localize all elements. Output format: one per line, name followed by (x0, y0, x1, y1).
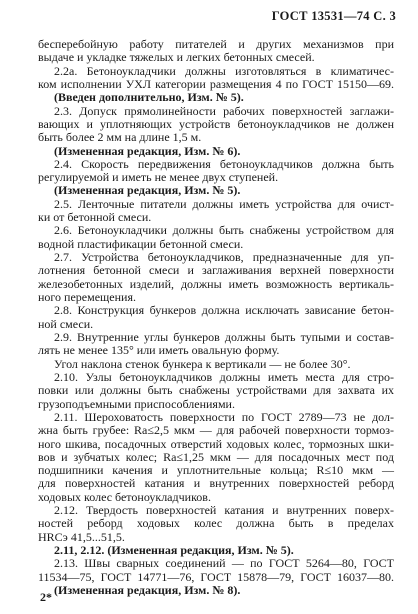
text-line: вов и зубчатых колес; Ra≤1,25 мкм — для посадочных мест под (38, 449, 394, 464)
text-line: ной смеси. (38, 316, 94, 331)
amendment-note: (Измененная редакция, Изм. № 6). (54, 143, 241, 158)
text-line: 2.6. Бетоноукладчики должны быть снабжены устройством для (54, 223, 394, 238)
text-line: 2.3. Допуск прямолинейности рабочих поверхностей заглажи- (54, 103, 394, 118)
text-line: ного перемещения. (38, 290, 136, 305)
text-line: подшипники качения и уплотнительные кольца; R≤10 мкм — (38, 463, 394, 478)
amendment-note: (Измененная редакция, Изм. № 8). (54, 583, 241, 597)
amendment-note: (Измененная редакция, Изм. № 5). (54, 183, 241, 198)
text-line: регулируемой и иметь не менее двух ступеней. (38, 170, 279, 185)
text-line: железобетонных изделий, должны иметь возможность вертикаль- (38, 276, 394, 291)
text-line: 2.4. Скорость передвижения бетоноукладчиков должна быть (54, 156, 394, 171)
text-line: лять не менее 135° или иметь овальную форму. (38, 343, 280, 358)
text-line: ходовых колес бетоноукладчиков. (38, 489, 211, 504)
text-line: 11534—75, ГОСТ 14771—76, ГОСТ 15878—79, ГОСТ 16037—80. (38, 569, 394, 584)
text-line: HRCэ 41,5...51,5. (38, 529, 125, 544)
text-line: для поверхностей катания и внутренних поверхностей реборд (38, 476, 394, 491)
text-line: грузоподъемными приспособлениями. (38, 396, 235, 411)
text-line: ностей реборд ходовых колес должна быть в пределах (38, 516, 394, 531)
text-line: выдаче и укладке тяжелых и легких бетонных смесей. (38, 50, 315, 65)
text-line: ком исполнении УХЛ категории размещения 4 по ГОСТ 15150—69. (38, 76, 394, 91)
page-footer-mark: 2* (40, 590, 52, 604)
text-line: 2.11. Шероховатость поверхности по ГОСТ 2789—73 не дол- (54, 409, 394, 424)
text-line: 2.12. Твердость поверхностей катания и внутренних поверх- (54, 503, 394, 518)
text-line: ного шкива, посадочных отверстий ходовых колес, тормозных шки- (38, 436, 394, 451)
amendment-note: 2.11, 2.12. (Измененная редакция, Изм. № 5). (54, 543, 294, 558)
text-line: повки или должны быть снабжены устройствами для захвата их (38, 383, 394, 398)
text-line: лотнения бетонной смеси и заглаживания верхней поверхности (38, 263, 394, 278)
text-line: Угол наклона стенок бункера к вертикали — не более 30°. (54, 356, 351, 371)
text-line: быть более 2 мм на длине 1,5 м. (38, 130, 202, 145)
text-line: 2.2а. Бетоноукладчики должны изготовляться в климатичес- (54, 63, 394, 78)
text-line: вающих и уплотняющих устройств бетоноукладчиков не должен (38, 116, 394, 131)
page-header: ГОСТ 13531—74 С. 3 (271, 9, 396, 23)
text-line: 2.9. Внутренние углы бункеров должны быть тупыми и состав- (54, 329, 394, 344)
text-line: 2.13. Швы сварных соединений — по ГОСТ 5264—80, ГОСТ (54, 556, 394, 571)
text-line: водной пластификации бетонной смеси. (38, 236, 244, 251)
text-line: ки от бетонной смеси. (38, 210, 152, 225)
text-line: 2.10. Узлы бетоноукладчиков должны иметь места для стро- (54, 369, 394, 384)
text-line: 2.5. Ленточные питатели должны иметь устройства для очист- (54, 196, 394, 211)
amendment-note: (Введен дополнительно, Изм. № 5). (54, 90, 244, 105)
text-line: жна быть грубее: Ra≤2,5 мкм — для рабочей поверхности тормоз- (38, 423, 394, 438)
text-line: бесперебойную работу питателей и других механизмов при (38, 37, 394, 51)
text-line: 2.7. Устройства бетоноукладчиков, предназначенные для уп- (54, 250, 394, 265)
text-line: 2.8. Конструкция бункеров должна исключать зависание бетон- (54, 303, 394, 318)
